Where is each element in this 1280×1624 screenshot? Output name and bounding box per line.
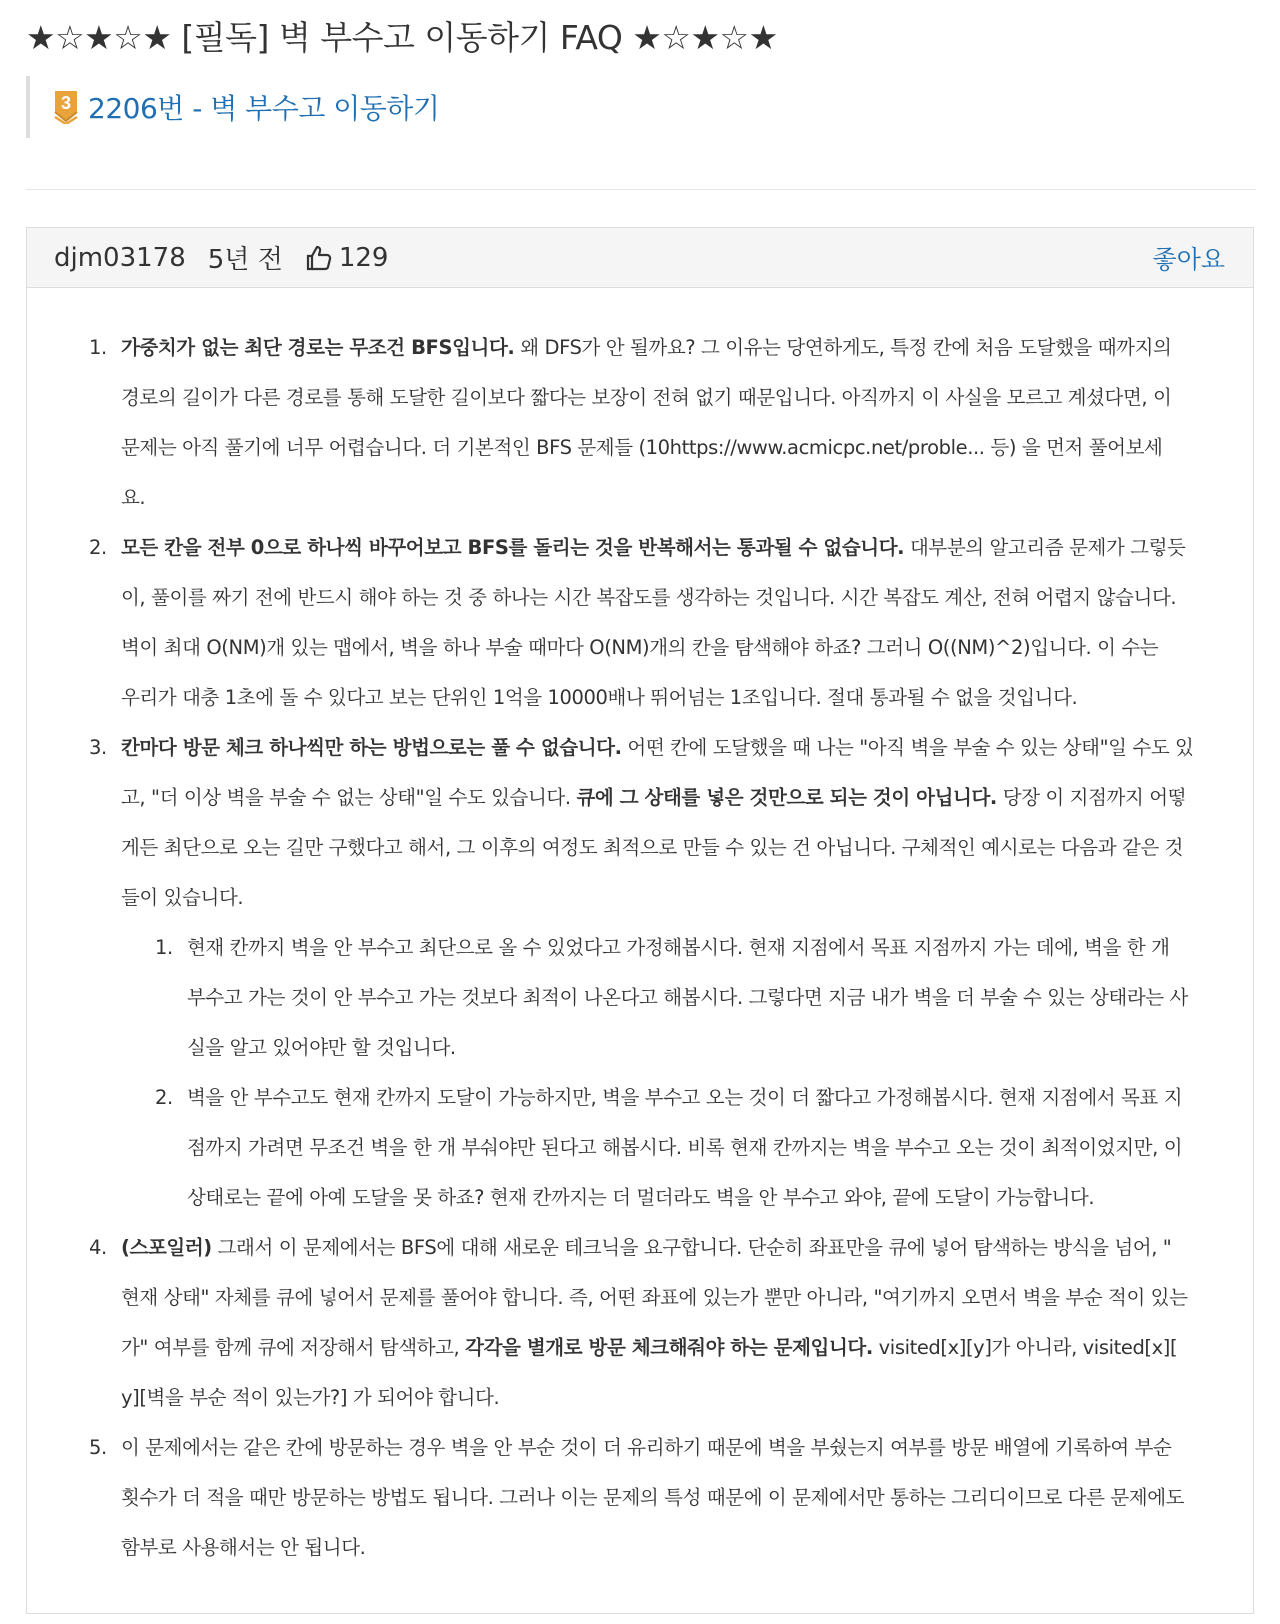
faq-text-line: 점까지 가려면 무조건 벽을 한 개 부숴야만 된다고 해봅시다. 비록 현재 칸까지는 벽을 부수고 오는 것이 최적이었지만, 이: [187, 1136, 1183, 1159]
faq-text-line: 상태로는 끝에 아예 도달을 못 하죠? 현재 칸까지는 더 멀더라도 벽을 안 부수고 와야, 끝에 도달이 가능합니다.: [187, 1186, 1095, 1209]
faq-item: [27, 523, 1253, 723]
faq-text-line: 현재 상태" 자체를 큐에 넣어서 문제를 풀어야 합니다. 즉, 어떤 좌표에 있는가 뿐만 아니라, "여기까지 오면서 벽을 부순 적이 있는: [121, 1286, 1188, 1309]
faq-text-line: 이 문제에서는 같은 칸에 방문하는 경우 벽을 안 부순 것이 더 유리하기 때문에 벽을 부쉈는지 여부를 방문 배열에 기록하여 부순: [121, 1436, 1172, 1459]
faq-text-line: 가" 여부를 함께 큐에 저장해서 탐색하고, 각각을 별개로 방문 체크해줘야 하는 문제입니다. visited[x][y]가 아니라, visited[x][: [121, 1336, 1178, 1359]
faq-text-line: 부수고 가는 것이 안 부수고 가는 것보다 최적이 나온다고 해봅시다. 그렇다면 지금 내가 벽을 더 부술 수 있는 상태라는 사: [187, 986, 1188, 1009]
faq-text-line: (스포일러) 그래서 이 문제에서는 BFS에 대해 새로운 테크닉을 요구합니다. 단순히 좌표만을 큐에 넣어 탐색하는 방식을 넘어, ": [121, 1236, 1172, 1259]
faq-text-line: 칸마다 방문 체크 하나씩만 하는 방법으로는 풀 수 없습니다. 어떤 칸에 도달했을 때 나는 "아직 벽을 부술 수 있는 상태"일 수도 있: [121, 736, 1194, 759]
post-card: [26, 227, 1254, 1614]
thumbs-up-icon: [305, 244, 333, 272]
faq-item-number: 2.: [89, 536, 107, 559]
faq-sub-item-number: 1.: [155, 936, 173, 959]
faq-text-line: y][벽을 부순 적이 있는가?] 가 되어야 합니다.: [121, 1386, 500, 1409]
faq-list: [27, 323, 1253, 1573]
faq-text-line: 요.: [121, 486, 146, 509]
faq-item-number: 5.: [89, 1436, 107, 1459]
problem-link[interactable]: 2206번 - 벽 부수고 이동하기: [88, 92, 440, 125]
faq-item: [27, 723, 1253, 923]
faq-text-line: 벽을 안 부수고도 현재 칸까지 도달이 가능하지만, 벽을 부수고 오는 것이 더 짧다고 가정해봅시다. 현재 지점에서 목표 지: [187, 1086, 1183, 1109]
faq-text-line: 고, "더 이상 벽을 부술 수 없는 상태"일 수도 있습니다. 큐에 그 상태를 넣은 것만으로 되는 것이 아닙니다. 당장 이 지점까지 어떻: [121, 786, 1187, 809]
faq-text-line: 가중치가 없는 최단 경로는 무조건 BFS입니다. 왜 DFS가 안 될까요? 그 이유는 당연하게도, 특정 칸에 처음 도달했을 때까지의: [121, 336, 1172, 359]
faq-item: [27, 1423, 1253, 1573]
faq-sub-item-number: 2.: [155, 1086, 173, 1109]
author-name[interactable]: djm03178: [54, 242, 186, 273]
like-button[interactable]: 좋아요: [1152, 244, 1225, 274]
like-count: 129: [338, 242, 389, 273]
faq-sub-item: [27, 1073, 1253, 1223]
faq-text-line: 게든 최단으로 오는 길만 구했다고 해서, 그 이후의 여정도 최적으로 만들 수 있는 건 아닙니다. 구체적인 예시로는 다음과 같은 것: [121, 836, 1184, 859]
faq-text-line: 문제는 아직 풀기에 너무 어렵습니다. 더 기본적인 BFS 문제들 (10https://www.acmicpc.net/proble... 등) 을 먼저 풀어보세: [121, 436, 1163, 459]
faq-text-line: 들이 있습니다.: [121, 886, 244, 909]
post-time: 5년 전: [207, 245, 283, 275]
faq-item: [27, 1223, 1253, 1423]
faq-item-number: 3.: [89, 736, 107, 759]
faq-text-line: 이, 풀이를 짜기 전에 반드시 해야 하는 것 중 하나는 시간 복잡도를 생각하는 것입니다. 시간 복잡도 계산, 전혀 어렵지 않습니다.: [121, 586, 1177, 609]
faq-sub-item: [27, 923, 1253, 1073]
faq-item: [27, 323, 1253, 523]
page-title: ★☆★☆★ [필독] 벽 부수고 이동하기 FAQ ★☆★☆★: [26, 18, 778, 57]
faq-text-line: 함부로 사용해서는 안 됩니다.: [121, 1536, 366, 1559]
tier-number: 3: [60, 93, 71, 113]
faq-text-line: 현재 칸까지 벽을 안 부수고 최단으로 올 수 있었다고 가정해봅시다. 현재 지점에서 목표 지점까지 가는 데에, 벽을 한 개: [187, 936, 1170, 959]
faq-text-line: 모든 칸을 전부 0으로 하나씩 바꾸어보고 BFS를 돌리는 것을 반복해서는 통과될 수 없습니다. 대부분의 알고리즘 문제가 그렇듯: [121, 536, 1186, 559]
faq-text-line: 경로의 길이가 다른 경로를 통해 도달한 길이보다 짧다는 보장이 전혀 없기 때문입니다. 아직까지 이 사실을 모르고 계셨다면, 이: [121, 386, 1172, 409]
faq-text-line: 횟수가 더 적을 때만 방문하는 방법도 됩니다. 그러나 이는 문제의 특성 때문에 이 문제에서만 통하는 그리디이므로 다른 문제에도: [121, 1486, 1185, 1509]
faq-item-number: 1.: [89, 336, 107, 359]
divider: [26, 189, 1256, 190]
problem-reference: [26, 76, 439, 138]
faq-text-line: 우리가 대충 1초에 돌 수 있다고 보는 단위인 1억을 10000배나 뛰어넘는 1조입니다. 절대 통과될 수 없을 것입니다.: [121, 686, 1078, 709]
faq-text-line: 벽이 최대 O(NM)개 있는 맵에서, 벽을 하나 부술 때마다 O(NM)개의 칸을 탐색해야 하죠? 그러니 O((NM)^2)입니다. 이 수는: [121, 636, 1159, 659]
faq-text-line: 실을 알고 있어야만 할 것입니다.: [187, 1036, 456, 1059]
tier-badge-icon: [54, 90, 78, 124]
faq-item-number: 4.: [89, 1236, 107, 1259]
post-header: [27, 228, 1253, 288]
